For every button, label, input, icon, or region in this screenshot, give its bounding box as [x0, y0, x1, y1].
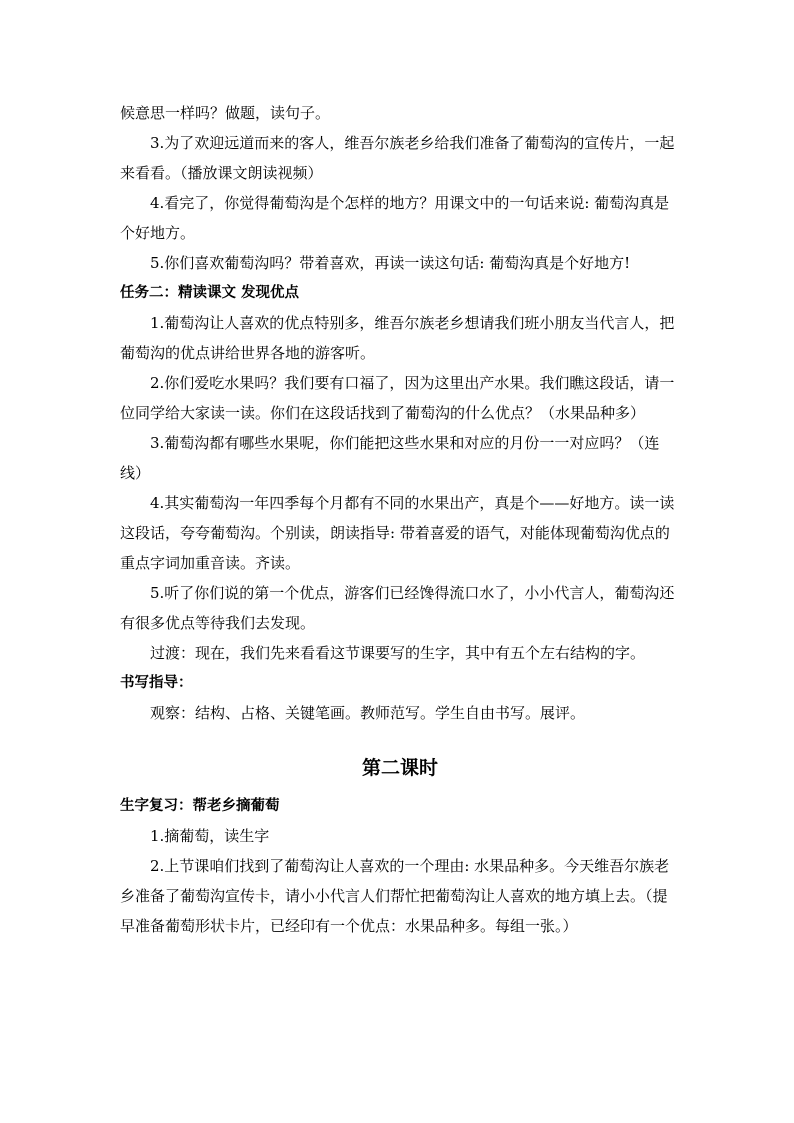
- step-3: 3.为了欢迎远道而来的客人，维吾尔族老乡给我们准备了葡萄沟的宣传片，一起来看看。（播放课文朗读视频）: [120, 134, 675, 182]
- task-two-step-3: 3.葡萄沟都有哪些水果呢，你们能把这些水果和对应的月份一一对应吗？（连线）: [120, 434, 660, 482]
- task-two-heading: 任务二：精读课文 发现优点: [120, 285, 300, 301]
- step-5: 5.你们喜欢葡萄沟吗？带着喜欢，再读一读这句话: 葡萄沟真是个好地方!: [150, 254, 631, 272]
- task-two-step-1: 1.葡萄沟让人喜欢的优点特别多，维吾尔族老乡想请我们班小朋友当代言人，把葡萄沟的优点讲给世界各地的游客听。: [120, 314, 675, 362]
- task-two-step-4: 4.其实葡萄沟一年四季每个月都有不同的水果出产，真是个——好地方。读一读这段话，夸夸葡萄沟。个别读，朗读指导: 带着喜爱的语气，对能体现葡萄沟优点的重点字词加重音读。齐读。: [120, 494, 675, 572]
- task-two-step-2: 2.你们爱吃水果吗？我们要有口福了，因为这里出产水果。我们瞧这段话，请一位同学给大家读一读。你们在这段话找到了葡萄沟的什么优点？（水果品种多）: [120, 374, 675, 422]
- character-review-heading: 生字复习：帮老乡摘葡萄: [120, 798, 280, 814]
- lesson-two-title: 第二课时: [361, 757, 438, 779]
- writing-guidance-heading: 书写指导：: [120, 675, 193, 691]
- review-step-2: 2.上节课咱们找到了葡萄沟让人喜欢的一个理由: 水果品种多。今天维吾尔族老乡准备了葡萄沟宣传卡，请小小代言人们帮忙把葡萄沟让人喜欢的地方填上去。（提早准备葡萄形状卡片，已经印有一个优点：水果品种多。每组一张。）: [120, 857, 670, 935]
- transition-paragraph: 过渡：现在，我们先来看看这节课要写的生字，其中有五个左右结构的字。: [150, 644, 646, 662]
- task-two-step-5: 5.听了你们说的第一个优点，游客们已经馋得流口水了，小小代言人，葡萄沟还有很多优点等待我们去发现。: [120, 584, 675, 632]
- paragraph-continuation: 候意思一样吗？做题，读句子。: [120, 104, 331, 122]
- observation-paragraph: 观察：结构、占格、关键笔画。教师范写。学生自由书写。展评。: [150, 704, 586, 722]
- step-4: 4.看完了，你觉得葡萄沟是个怎样的地方？用课文中的一句话来说: 葡萄沟真是个好地方。: [120, 194, 670, 242]
- document-body: [120, 98, 680, 941]
- review-step-1: 1.摘葡萄，读生字: [150, 827, 270, 845]
